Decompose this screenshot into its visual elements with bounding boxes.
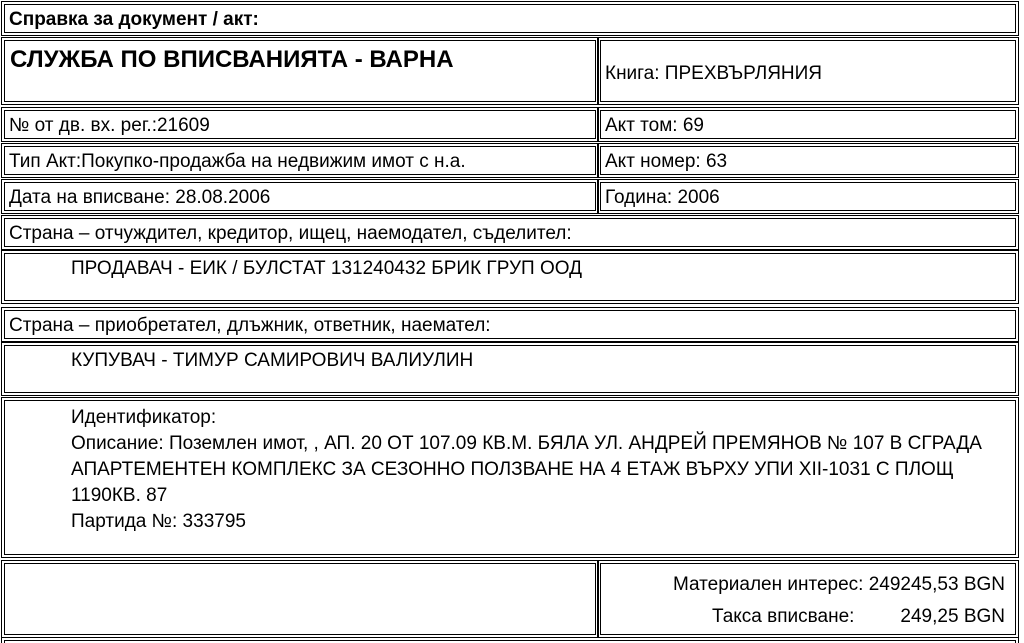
- party-buyer-heading: Страна – приобретател, длъжник, ответник, наемател:: [4, 310, 1016, 339]
- act-number: Акт номер: 63: [600, 146, 1016, 175]
- property-block: [4, 400, 1016, 555]
- fees-empty-cell: [4, 563, 596, 635]
- book-name: Книга: ПРЕХВЪРЛЯНИЯ: [600, 40, 1016, 102]
- act-volume: Акт том: 69: [600, 110, 1016, 139]
- party-seller-heading: Страна – отчуждител, кредитор, ищец, наемодател, съделител:: [4, 218, 1016, 247]
- material-interest: Материален интерес: 249245,53 BGN: [672, 574, 1005, 595]
- party-buyer-value: КУПУВАЧ - ТИМУР САМИРОВИЧ ВАЛИУЛИН: [4, 345, 1016, 393]
- registration-number: № от дв. вх. рег.:21609: [4, 110, 596, 139]
- fees-cell: [600, 563, 1016, 635]
- registration-fee-label: Такса вписване:: [711, 606, 855, 627]
- report-title: Справка за документ / акт:: [4, 4, 1016, 33]
- registration-fee-row: [605, 601, 1005, 633]
- act-type: Тип Акт:Покупко-продажба на недвижим имот с н.а.: [4, 146, 596, 175]
- property-description: Описание: Поземлен имот, , АП. 20 ОТ 107.09 КВ.М. БЯЛА УЛ. АНДРЕЙ ПРЕМЯНОВ № 107 В СГРАДА АПАРТЕМЕНТЕН КОМПЛЕКС ЗА СЕЗОННО ПОЛЗВАНЕ НА 4 ЕТАЖ ВЪРХУ УПИ XII-1031 С ПЛОЩ 1190КВ. 87: [71, 433, 982, 506]
- entry-date: Дата на вписване: 28.08.2006: [4, 182, 596, 211]
- party-seller-value: ПРОДАВАЧ - ЕИК / БУЛСТАТ 131240432 БРИК ГРУП ООД: [4, 253, 1016, 301]
- office-name: СЛУЖБА ПО ВПИСВАНИЯТА - ВАРНА: [4, 40, 596, 102]
- property-lot-number: Партида №: 333795: [71, 511, 246, 532]
- property-identifier: Идентификатор:: [71, 407, 217, 428]
- registration-fee-value: 249,25 BGN: [900, 606, 1005, 627]
- year: Година: 2006: [600, 182, 1016, 211]
